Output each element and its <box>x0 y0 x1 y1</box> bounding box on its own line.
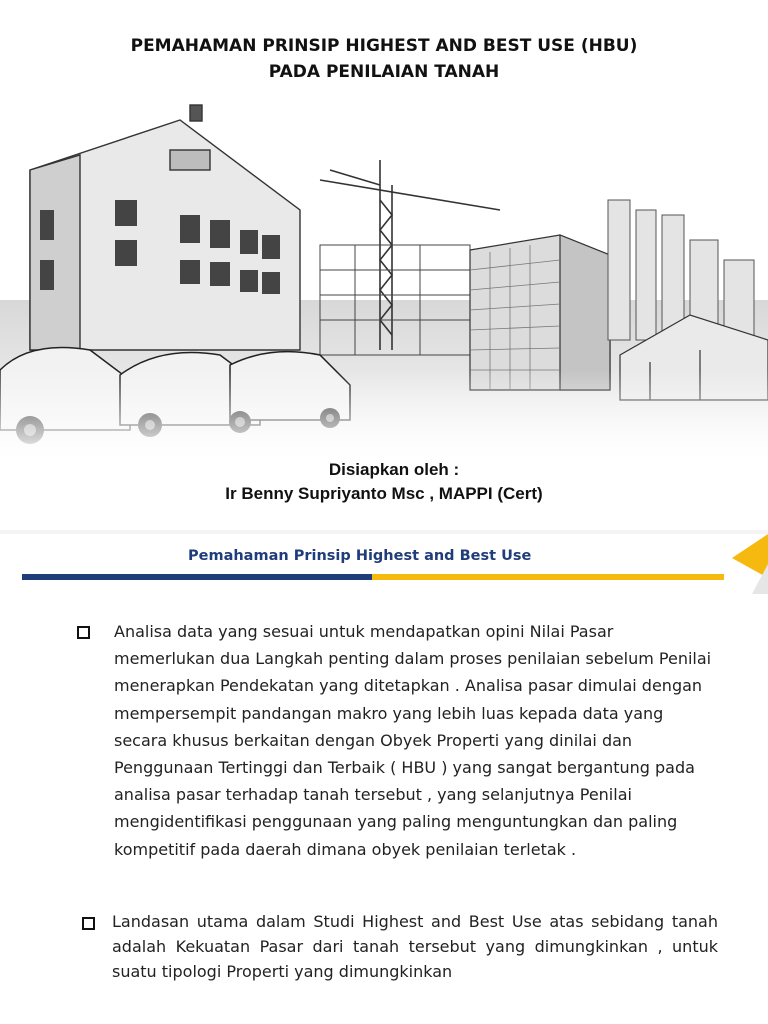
bullet-text: Landasan utama dalam Studi Highest and Best Use atas sebidang tanah adalah Kekuatan Pasar dari tanah tersebut yang dimungkinkan , untuk suatu tipologi Properti yang dimungkinkan <box>112 912 718 981</box>
header-underline-blue <box>22 574 372 580</box>
slide-title-line2: PADA PENILAIAN TANAH <box>268 62 500 82</box>
checkbox-bullet-icon <box>82 917 95 930</box>
bullet-text: Analisa data yang sesuai untuk mendapatkan opini Nilai Pasar memerlukan dua Langkah penting dalam proses penilaian sebelum Penilai menerapkan Pendekatan yang ditetapkan . Analisa pasar dimulai dengan mempersempit pandangan makro yang lebih luas kepada data yang secara khusus berkaitan dengan Obyek Properti yang dinilai dan Penggunaan Tertinggi dan Terbaik ( HBU ) yang sangat bergantung pada analisa pasar terhadap tanah tersebut , yang selanjutnya Penilai mengidentifikasi penggunaan yang paling menguntungkan dan paling kompetitif pada daerah dimana obyek penilaian terletak . <box>114 622 712 859</box>
corner-decoration <box>722 534 768 594</box>
slide-header: Pemahaman Prinsip Highest and Best Use <box>188 548 532 564</box>
prepared-by-author: Ir Benny Supriyanto Msc , MAPPI (Cert) <box>225 484 543 503</box>
prepared-label: Disiapkan oleh : <box>328 460 460 479</box>
slide-title-line1: PEMAHAMAN PRINSIP HIGHEST AND BEST USE (HBU) <box>130 36 638 56</box>
header-underline-yellow <box>372 574 724 580</box>
checkbox-bullet-icon <box>77 626 90 639</box>
content-slide <box>0 534 768 1024</box>
building-sketch-illustration <box>0 100 768 460</box>
